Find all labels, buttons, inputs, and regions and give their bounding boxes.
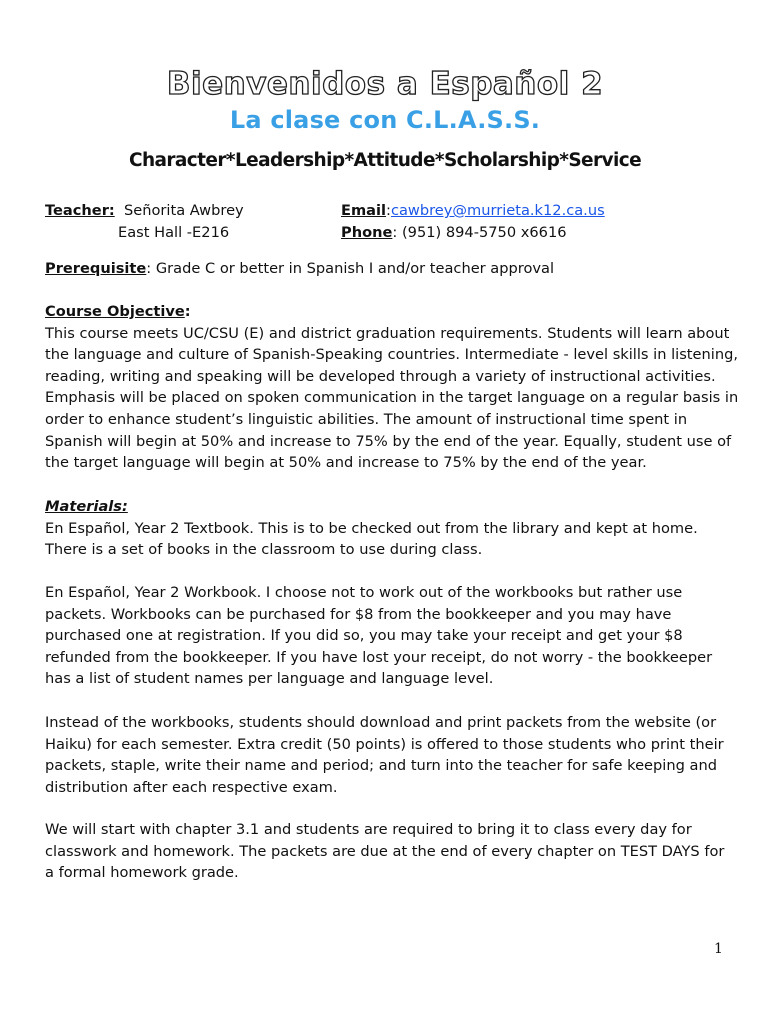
materials-p4-line: We will start with chapter 3.1 and students are required to bring it to class every day for (45, 821, 692, 838)
materials-p3-line: Haiku) for each semester. Extra credit (50 points) is offered to those students who print their (45, 735, 724, 753)
course-objective-label: Course Objective (45, 303, 185, 320)
materials-section (45, 496, 698, 561)
prerequisite-line (45, 258, 554, 280)
materials-label: Materials: (45, 498, 128, 515)
materials-paragraph-4 (45, 819, 724, 884)
objective-line: Spanish will begin at 50% and increase to 75% by the end of the year. Equally, student use of (45, 432, 732, 450)
teacher-line (45, 200, 244, 222)
teacher-room: East Hall -E216 (118, 224, 230, 241)
materials-p1-line: En Español, Year 2 Textbook. This is to be checked out from the library and kept at home. (45, 519, 698, 537)
materials-p3-line: packets, staple, write their name and period; and turn into the teacher for safe keeping and (45, 757, 717, 775)
materials-p2-line: has a list of student names per language and language level. (45, 670, 494, 688)
materials-paragraph-2 (45, 582, 712, 690)
course-objective-section (45, 301, 738, 474)
materials-p3-line: distribution after each respective exam. (45, 778, 338, 796)
page-subtitle: La clase con C.L.A.S.S. (229, 106, 541, 134)
phone-line (341, 222, 567, 244)
materials-p1-line: There is a set of books in the classroom to use during class. (45, 541, 483, 559)
prerequisite-text: : Grade C or better in Spanish I and/or teacher approval (146, 260, 555, 277)
email-link[interactable]: cawbrey@murrieta.k12.ca.us (390, 202, 605, 219)
objective-line: Emphasis will be placed on spoken communication in the target language on a regular basis in (45, 389, 739, 407)
email-label: Email (341, 202, 387, 219)
materials-p2-line: packets. Workbooks can be purchased for $8 from the bookkeeper and you may have (45, 605, 672, 623)
materials-paragraph-3 (45, 712, 724, 798)
objective-line: This course meets UC/CSU (E) and district graduation requirements. Students will learn about (45, 324, 730, 342)
phone-label: Phone (341, 224, 393, 241)
teacher-label: Teacher: (45, 202, 115, 219)
materials-p4-line: classwork and homework. The packets are due at the end of every chapter on TEST DAYS for (45, 842, 725, 860)
objective-line: the target language will begin at 50% and increase to 75% by the end of the year. (45, 454, 647, 472)
page-number: 1 (714, 941, 723, 957)
email-line: Email:cawbrey@murrieta.k12.ca.us (341, 202, 605, 219)
objective-line: order to enhance student’s linguistic abilities. The amount of instructional time spent in (45, 410, 688, 428)
objective-line: the language and culture of Spanish-Speaking countries. Intermediate - level skills in listening, (45, 346, 738, 364)
teacher-name: Señorita Awbrey (124, 202, 244, 219)
materials-p2-line: refunded from the bookkeeper. If you have lost your receipt, do not worry - the bookkeeper (45, 648, 713, 666)
materials-p2-line: En Español, Year 2 Workbook. I choose not to work out of the workbooks but rather use (45, 584, 683, 601)
phone-number: : (951) 894-5750 x6616 (392, 224, 567, 241)
materials-p3-line: Instead of the workbooks, students should download and print packets from the website (or (45, 714, 717, 731)
course-objective-heading: Course Objective: (45, 303, 191, 320)
materials-p4-line: a formal homework grade. (45, 864, 239, 882)
page-title: Bienvenidos a Español 2 (166, 66, 604, 102)
materials-p2-line: purchased one at registration. If you did so, you may take your receipt and get your $8 (45, 627, 683, 645)
prerequisite-label: Prerequisite (45, 260, 147, 277)
objective-line: reading, writing and speaking will be developed through a variety of instructional activities. (45, 367, 716, 385)
class-motto: Character*Leadership*Attitude*Scholarship*Service (128, 150, 642, 171)
